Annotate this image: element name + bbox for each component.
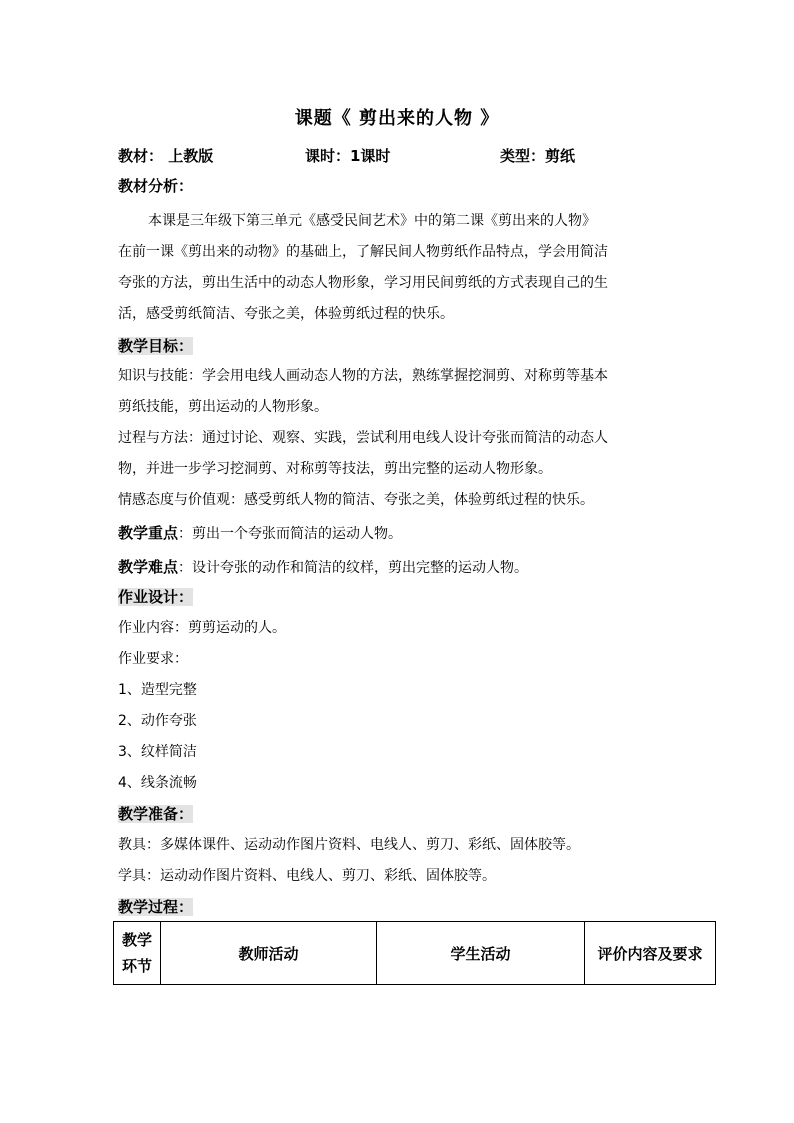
homework-item: 2、动作夸张	[118, 713, 197, 729]
process-table	[113, 921, 716, 985]
goals-line: 过程与方法：通过讨论、观察、实践，尝试利用电线人设计夸张而简洁的动态人	[118, 430, 608, 446]
header-cell-student: 学生活动	[377, 922, 585, 985]
difficulty-label: 教学难点	[118, 558, 179, 576]
analysis-line: 在前一课《剪出来的动物》的基础上，了解民间人物剪纸作品特点，学会用简洁	[118, 244, 608, 260]
header-cell-stage-line: 环节	[121, 957, 152, 975]
goals-line: 物，并进一步学习挖洞剪、对称剪等技法，剪出完整的运动人物形象。	[118, 461, 552, 477]
process-heading-text: 教学过程：	[118, 898, 194, 916]
difficulty-text: ：设计夸张的动作和简洁的纹样，剪出完整的运动人物。	[178, 560, 529, 576]
prep-teacher: 教具：多媒体课件、运动动作图片资料、电线人、剪刀、彩纸、固体胶等。	[118, 837, 580, 853]
key-point-text: ：剪出一个夸张而简洁的运动人物。	[178, 526, 403, 542]
header-cell-teacher: 教师活动	[161, 922, 377, 985]
goals-paragraph	[118, 361, 678, 516]
homework-item: 3、纹样简洁	[118, 744, 197, 760]
prep-student: 学具：运动动作图片资料、电线人、剪刀、彩纸、固体胶等。	[118, 868, 496, 884]
analysis-heading: 教材分析：	[118, 177, 194, 195]
goals-heading	[118, 335, 193, 356]
meta-type: 类型：剪纸	[500, 147, 576, 165]
lesson-title: 课题《 剪出来的人物 》	[294, 108, 500, 129]
analysis-line: 夸张的方法，剪出生活中的动态人物形象，学习用民间剪纸的方式表现自己的生	[118, 275, 608, 291]
goals-line: 剪纸技能，剪出运动的人物形象。	[118, 399, 328, 415]
key-point	[118, 522, 402, 543]
meta-material: 教材： 上教版	[118, 147, 214, 165]
key-point-label: 教学重点	[118, 524, 179, 542]
analysis-paragraph	[118, 206, 678, 330]
homework-content: 作业内容：剪剪运动的人。	[118, 620, 286, 636]
meta-hours: 课时：1课时	[305, 147, 391, 165]
process-heading	[118, 896, 193, 917]
homework-item: 1、造型完整	[118, 682, 197, 698]
header-cell-stage	[114, 922, 161, 985]
table-header-row	[114, 922, 716, 985]
header-cell-stage-line: 教学	[121, 931, 152, 949]
analysis-line: 本课是三年级下第三单元《感受民间艺术》中的第二课《剪出来的人物》	[148, 213, 596, 229]
goals-line: 情感态度与价值观：感受剪纸人物的简洁、夸张之美，体验剪纸过程的快乐。	[118, 492, 594, 508]
difficulty	[118, 556, 528, 577]
prep-heading	[118, 803, 193, 824]
homework-heading	[118, 586, 193, 607]
homework-heading-text: 作业设计：	[118, 588, 194, 606]
goals-heading-text: 教学目标：	[118, 337, 194, 355]
homework-item: 4、线条流畅	[118, 775, 197, 791]
homework-requirement: 作业要求：	[118, 651, 188, 667]
header-cell-evaluation: 评价内容及要求	[585, 922, 716, 985]
prep-heading-text: 教学准备：	[118, 805, 194, 823]
analysis-line: 活，感受剪纸简洁、夸张之美，体验剪纸过程的快乐。	[118, 306, 454, 322]
goals-line: 知识与技能：学会用电线人画动态人物的方法，熟练掌握挖洞剪、对称剪等基本	[118, 368, 608, 384]
